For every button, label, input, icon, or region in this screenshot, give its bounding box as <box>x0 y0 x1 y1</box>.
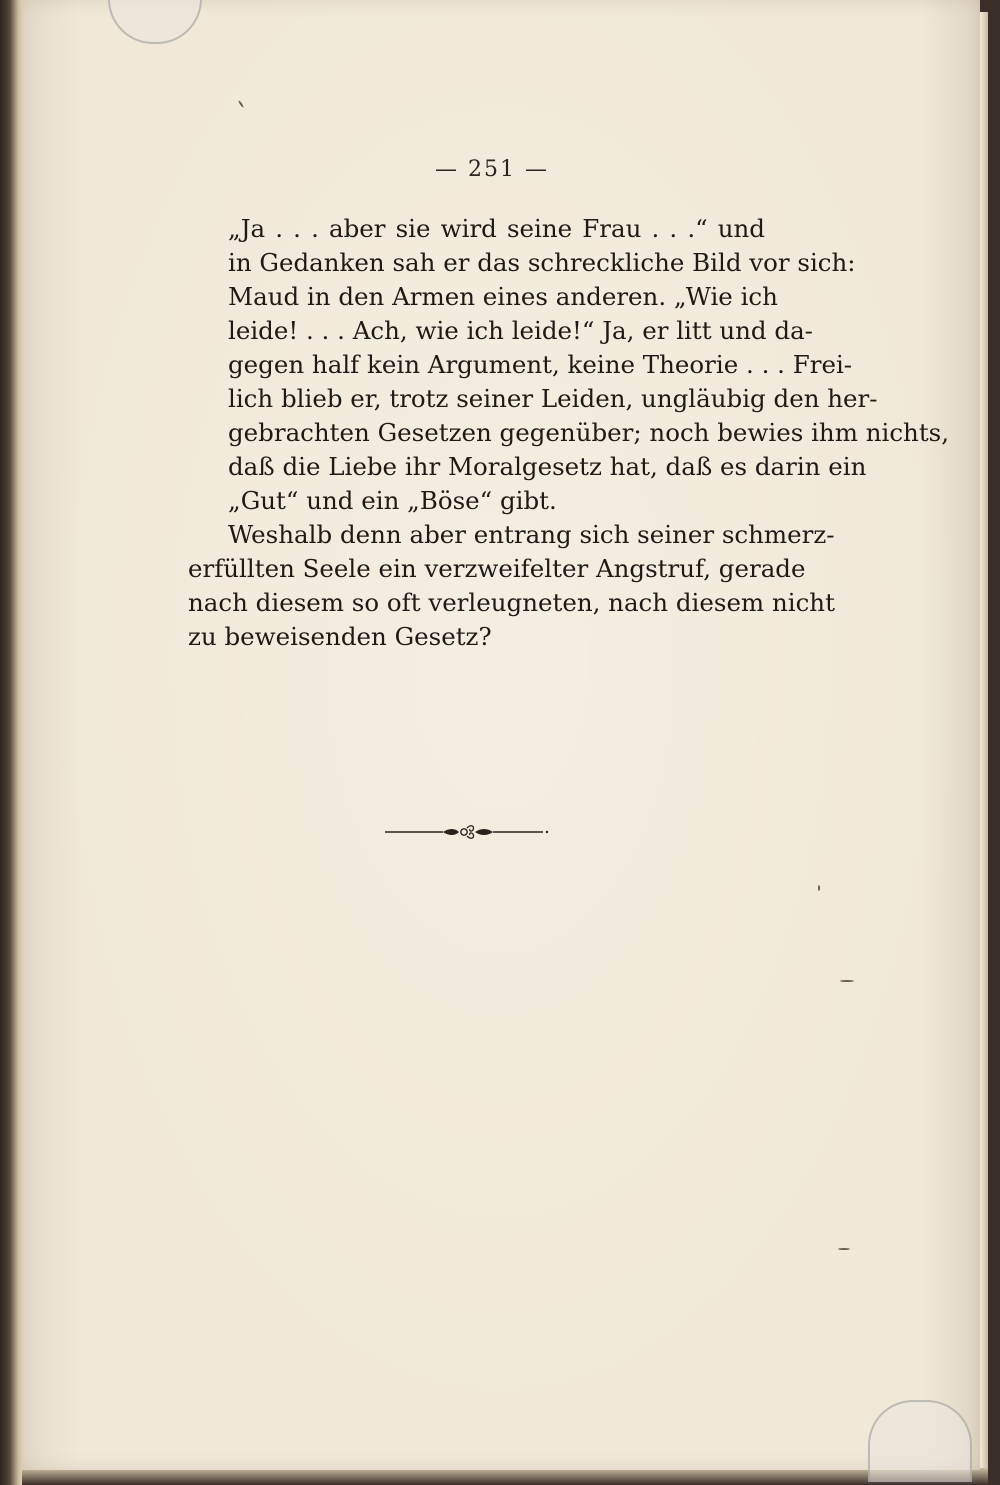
paper-speck <box>818 885 820 891</box>
text-line: „Ja . . . aber sie wird seine Frau . . .“ und <box>228 214 765 243</box>
corner-tab-bottom <box>868 1400 972 1482</box>
scan-background-left <box>0 0 24 1485</box>
text-line: Weshalb denn aber entrang sich seiner schmerz- <box>228 520 835 549</box>
paragraph-1 <box>188 212 950 518</box>
paper-speck <box>838 1248 850 1250</box>
text-line: leide! . . . Ach, wie ich leide!“ Ja, er litt und da- <box>228 316 813 345</box>
section-end-ornament <box>385 822 550 842</box>
page-number: — 251 — <box>435 157 549 182</box>
text-line: daß die Liebe ihr Moralgesetz hat, daß es darin ein <box>228 452 867 481</box>
paper-speck <box>840 980 854 982</box>
page-bottom-edge <box>22 1468 988 1485</box>
body-text <box>188 212 950 654</box>
paragraph-2 <box>188 518 835 654</box>
text-line: in Gedanken sah er das schreckliche Bild vor sich: <box>228 248 856 277</box>
text-line: lich blieb er, trotz seiner Leiden, ungläubig den her- <box>228 384 878 413</box>
text-line: gegen half kein Argument, keine Theorie . . . Frei- <box>228 350 853 379</box>
text-line: zu beweisenden Gesetz? <box>188 622 492 651</box>
text-line: gebrachten Gesetzen gegenüber; noch bewies ihm nichts, <box>228 418 950 447</box>
text-line: „Gut“ und ein „Böse“ gibt. <box>228 486 557 515</box>
text-line: erfüllten Seele ein verzweifelter Angstruf, gerade <box>188 554 806 583</box>
text-line: nach diesem so oft verleugneten, nach diesem nicht <box>188 588 835 617</box>
text-line: Maud in den Armen eines anderen. „Wie ich <box>228 282 778 311</box>
